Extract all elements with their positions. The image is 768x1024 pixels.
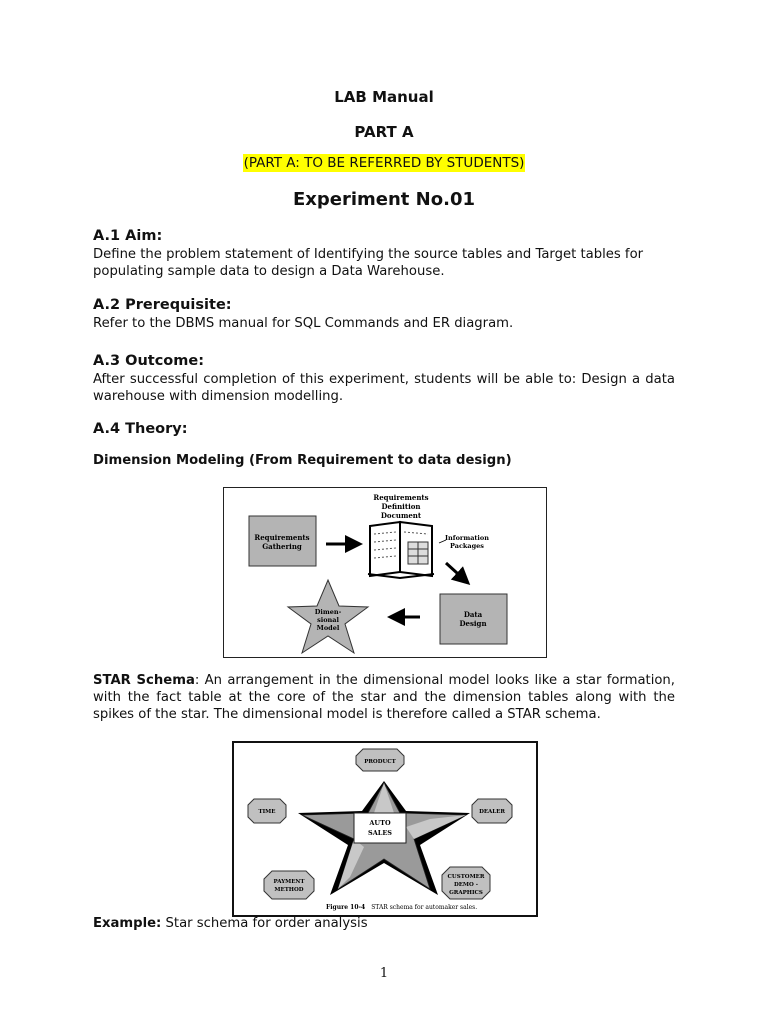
requirements-definition-label-2: Definition <box>381 502 421 511</box>
outcome-text: After successful completion of this experiment, students will be able to: Design a data warehouse with dimension modelling. <box>93 372 675 404</box>
figure-caption-label: Figure 10-4 <box>326 904 366 911</box>
figure-caption-text: STAR schema for automaker sales. <box>371 904 478 911</box>
aim-heading: A.1 Aim: <box>93 228 163 244</box>
customer-label-1: CUSTOMER <box>447 874 485 880</box>
dimension-modeling-diagram <box>224 488 546 657</box>
payment-label-2: METHOD <box>274 887 304 893</box>
information-packages-label-1: Information <box>445 534 489 542</box>
dimensional-model-label-1: Dimen- <box>314 608 342 616</box>
arrow-to-data-design <box>446 563 468 583</box>
time-label: TIME <box>258 809 276 815</box>
example-text: Star schema for order analysis <box>161 916 368 931</box>
aim-text: Define the problem statement of Identifying the source tables and Target tables for populating sample data to design a Data Warehouse. <box>93 247 644 279</box>
star-schema-term: STAR Schema <box>93 673 195 688</box>
payment-label-1: PAYMENT <box>273 879 305 885</box>
page-number: 1 <box>379 966 389 981</box>
requirements-definition-label-3: Document <box>380 511 422 520</box>
document-title: LAB Manual <box>334 88 434 106</box>
theory-heading: A.4 Theory: <box>93 421 188 437</box>
information-packages-label-2: Packages <box>450 542 484 550</box>
star-schema-text: : An arrangement in the dimensional model looks like a star formation, with the fact table at the core of the star and the dimension tables along with the spikes of the star. The dimensional model is therefore called a STAR schema. <box>93 673 675 722</box>
auto-sales-label-2: SALES <box>368 829 392 837</box>
requirements-gathering-label-1: Requirements <box>254 533 310 542</box>
theory-subheading: Dimension Modeling (From Requirement to data design) <box>93 453 512 468</box>
customer-label-3: GRAPHICS <box>449 890 483 896</box>
data-design-label-2: Design <box>459 619 487 628</box>
book-icon <box>368 522 434 578</box>
dimension-modeling-figure <box>223 487 547 658</box>
dimensional-model-label-2: sional <box>317 616 339 624</box>
outcome-heading: A.3 Outcome: <box>93 353 205 369</box>
experiment-title: Experiment No.01 <box>292 189 475 210</box>
auto-sales-fact-table <box>354 813 406 843</box>
auto-sales-label-1: AUTO <box>369 819 391 827</box>
requirements-definition-label-1: Requirements <box>373 493 429 502</box>
prerequisite-heading: A.2 Prerequisite: <box>93 297 232 313</box>
star-schema-figure <box>232 741 538 917</box>
part-heading: PART A <box>354 123 414 141</box>
payment-method-dimension <box>264 871 314 899</box>
dealer-label: DEALER <box>479 809 505 815</box>
customer-label-2: DEMO - <box>453 882 479 888</box>
data-design-label-1: Data <box>463 610 483 619</box>
star-schema-diagram <box>234 743 536 915</box>
example-line <box>93 915 675 932</box>
star-schema-paragraph <box>93 672 675 723</box>
dimensional-model-label-3: Model <box>316 624 340 632</box>
part-note <box>0 155 768 171</box>
part-note-highlight: (PART A: TO BE REFERRED BY STUDENTS) <box>243 155 525 171</box>
requirements-gathering-label-2: Gathering <box>262 542 302 551</box>
prerequisite-text: Refer to the DBMS manual for SQL Commands and ER diagram. <box>93 316 514 331</box>
figure-caption <box>326 904 477 911</box>
example-label: Example: <box>93 916 162 931</box>
product-label: PRODUCT <box>364 759 396 765</box>
